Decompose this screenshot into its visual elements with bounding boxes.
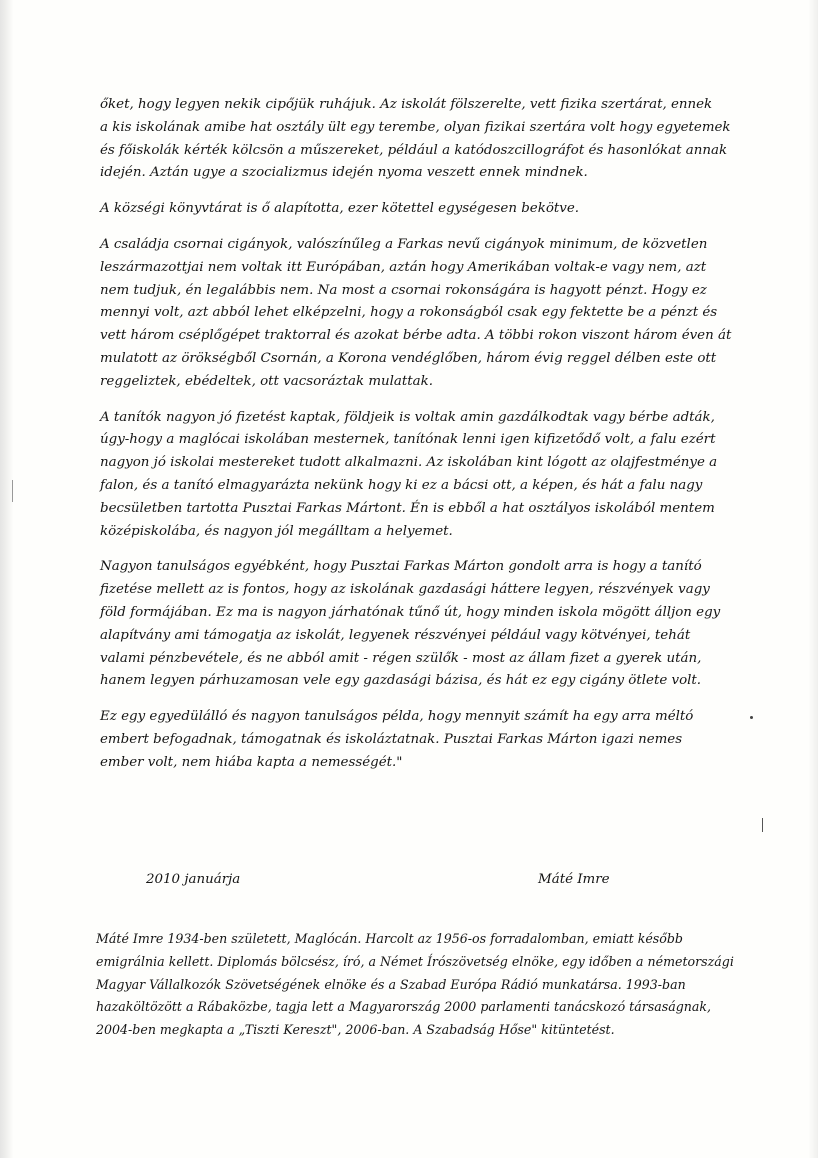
bio-line: emigrálnia kellett. Diplomás bölcsész, író, a Német Írószövetség elnöke, egy időben a németországi [96,953,734,969]
text-line: középiskolába, és nagyon jól megálltam a helyemet. [100,523,453,539]
bio-line: Máté Imre 1934-ben született, Maglócán. Harcolt az 1956-os forradalomban, emiatt később [96,931,683,946]
signature-row [0,872,818,896]
letter-body [100,94,732,788]
paragraph-library [100,198,732,221]
bio-line: 2004-ben megkapta a „Tiszti Kereszt", 2006-ban. A Szabadság Hőse" kitüntetést. [96,1022,615,1038]
text-line: mennyi volt, azt abból lehet elképzelni, hogy a rokonságból csak egy fektette be a pénzt és [100,305,718,321]
text-line: hanem legyen párhuzamosan vele egy gazdasági bázisa, és hát ez egy cigány ötlete volt. [100,673,702,689]
text-line: vett három cséplőgépet traktorral és azokat bérbe adta. A többi rokon viszont három éven át [100,328,732,344]
text-line: Ez egy egyedülálló és nagyon tanulságos példa, hogy mennyit számít ha egy arra méltó [100,709,694,725]
text-line: A községi könyvtárat is ő alapította, ezer kötettel egységesen bekötve. [100,201,580,217]
text-line: úgy-hogy a maglócai iskolában mesternek, tanítónak lenni igen kifizetődő volt, a falu ezért [100,432,716,448]
text-line: becsületben tartotta Pusztai Farkas Mártont. Én is ebből a hat osztályos iskolából mentem [100,500,715,516]
paragraph-conclusion [100,706,732,774]
paragraph-teachers [100,407,732,544]
scan-mark [12,480,13,502]
scan-mark [762,818,763,832]
text-line: fizetése mellett az is fontos, hogy az iskolának gazdasági háttere legyen, részvények vagy [100,582,710,598]
text-line: leszármazottjai nem voltak itt Európában, aztán hogy Amerikában voltak-e vagy nem, azt [100,259,707,275]
paragraph-economic-background [100,556,732,693]
scan-speck [750,716,753,719]
text-line: nagyon jó iskolai mestereket tudott alkalmazni. Az iskolában kint lógott az olajfestménye a [100,455,718,471]
text-line: idején. Aztán ugye a szocializmus idején nyoma veszett ennek mindnek. [100,165,588,181]
paragraph-school-equipment [100,94,732,185]
bio-line: hazaköltözött a Rábaközbe, tagja lett a Magyarország 2000 parlamenti tanácskozó társaságnak, [96,999,712,1015]
text-line: mulatott az örökségből Csornán, a Korona vendéglőben, három évig reggel délben este ott [100,350,717,366]
text-line: valami pénzbevétele, és ne abból amit - régen szülők - most az állam fizet a gyerek után, [100,650,702,666]
signature-author: Máté Imre [538,872,610,887]
paragraph-family [100,234,732,394]
text-line: embert befogadnak, támogatnak és iskoláztatnak. Pusztai Farkas Márton igazi nemes [100,731,683,747]
text-line: A családja csornai cigányok, valószínűleg a Farkas nevű cigányok minimum, de közvetlen [100,236,708,252]
scan-edge-shadow-right [808,0,818,1158]
author-bio [96,928,736,1042]
bio-line: Magyar Vállalkozók Szövetségének elnöke és a Szabad Európa Rádió munkatársa. 1993-ban [96,976,686,992]
text-line: Nagyon tanulságos egyébként, hogy Pusztai Farkas Márton gondolt arra is hogy a tanító [100,559,702,575]
text-line: alapítvány ami támogatja az iskolát, legyenek részvényei például vagy kötvényei, tehát [100,627,691,643]
text-line: falon, és a tanító elmagyarázta nekünk hogy ki ez a bácsi ott, a képen, és hát a falu nagy [100,477,703,493]
text-line: és főiskolák kérték kölcsön a műszereket, például a katódoszcillográfot és hasonlókat annak [100,142,728,158]
text-line: ember volt, nem hiába kapta a nemességét." [100,754,403,770]
text-line: őket, hogy legyen nekik cipőjük ruhájuk. Az iskolát fölszerelte, vett fizika szertárat, ennek [100,97,713,112]
signature-date: 2010 januárja [146,872,241,887]
text-line: föld formájában. Ez ma is nagyon járhatónak tűnő út, hogy minden iskola mögött álljon egy [100,604,721,620]
text-line: nem tudjuk, én legalábbis nem. Na most a csornai rokonságára is hagyott pénzt. Hogy ez [100,282,707,298]
text-line: A tanítók nagyon jó fizetést kaptak, földjeik is voltak amin gazdálkodtak vagy bérbe adták, [100,409,715,425]
text-line: reggeliztek, ebédeltek, ott vacsoráztak mulattak. [100,373,434,389]
scan-edge-shadow-left [0,0,14,1158]
text-line: a kis iskolának amibe hat osztály ült egy terembe, olyan fizikai szertára volt hogy egyetemek [100,119,731,135]
